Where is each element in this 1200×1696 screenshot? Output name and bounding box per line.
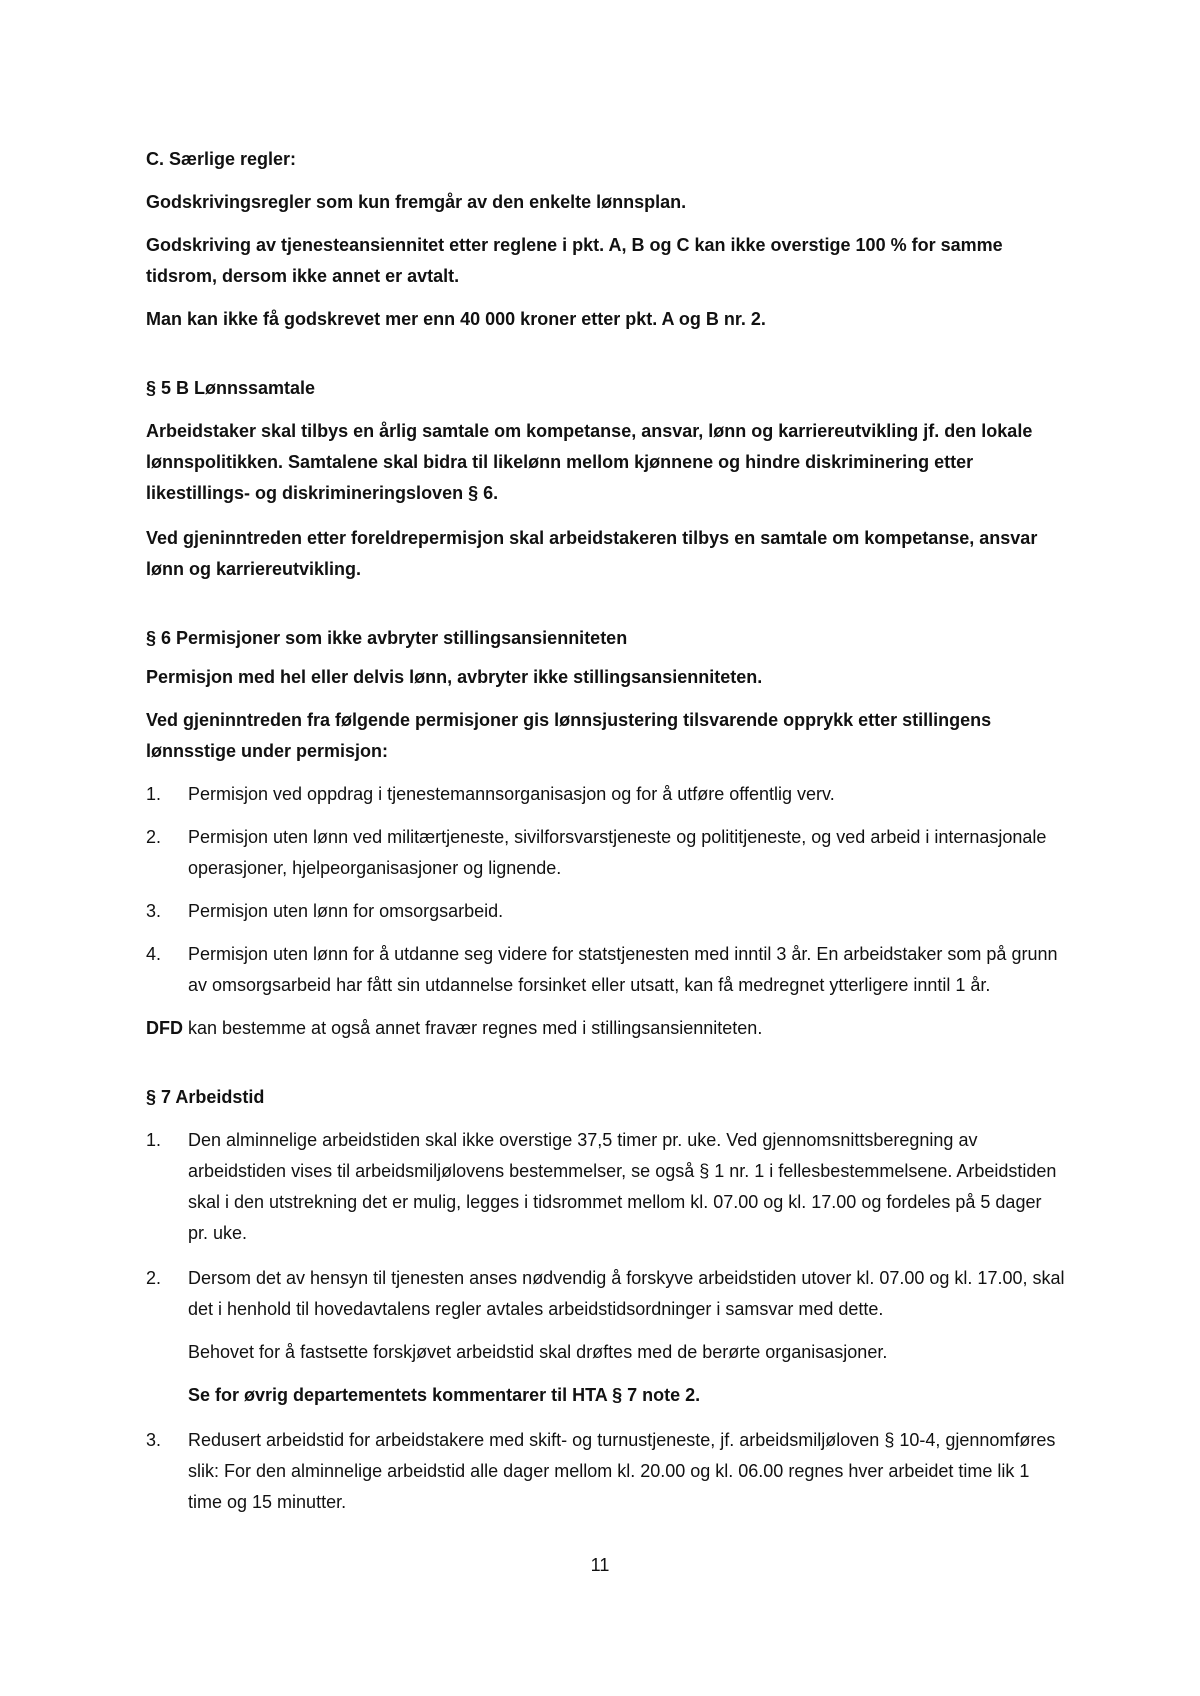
list-number: 4. [146,944,162,964]
section-c-heading: C. Særlige regler: [146,149,297,169]
section-6-list-item [146,896,1066,927]
list-number: 1. [146,1130,162,1150]
section-7-item-2-note: Behovet for å fastsette forskjøvet arbeidstid skal drøftes med de berørte organisasjoner. [188,1342,888,1362]
section-6-list-item [146,779,1066,810]
section-7-list-item [146,1425,1066,1518]
section-5b-paragraph-1: Arbeidstaker skal tilbys en årlig samtale om kompetanse, ansvar, lønn og karriereutvikling jf. den lokale lønnspolitikken. Samtalene skal bidra til likelønn mellom kjønnene og hindre diskriminering etter likestillings- og diskrimineringsloven § 6. [146,421,1033,503]
section-c-paragraph-2: Godskriving av tjenesteansiennitet etter reglene i pkt. A, B og C kan ikke overstige 100 % for samme tidsrom, dersom ikke annet er avtalt. [146,235,1003,286]
list-text: Permisjon ved oppdrag i tjenestemannsorganisasjon og for å utføre offentlig verv. [188,784,835,804]
section-c-paragraph-1: Godskrivingsregler som kun fremgår av den enkelte lønnsplan. [146,192,687,212]
list-text: Redusert arbeidstid for arbeidstakere med skift- og turnustjeneste, jf. arbeidsmiljøloven § 10-4, gjennomføres slik: For den alminnelige arbeidstid alle dager mellom kl. 20.00 og kl. 06.00 regnes hver arbeidet time lik 1 time og 15 minutter. [188,1430,1056,1512]
list-text: Dersom det av hensyn til tjenesten anses nødvendig å forskyve arbeidstiden utover kl. 07.00 og kl. 17.00, skal det i henhold til hovedavtalens regler avtales arbeidstidsordninger i samsvar med dette. [188,1268,1065,1319]
section-6-closing-text: kan bestemme at også annet fravær regnes med i stillingsansienniteten. [183,1018,763,1038]
page-number: 11 [590,1555,610,1575]
page-content [146,144,1066,1518]
list-number: 3. [146,901,162,921]
section-7-list-item [146,1263,1066,1325]
list-text: Den alminnelige arbeidstiden skal ikke overstige 37,5 timer pr. uke. Ved gjennomsnittsberegning av arbeidstiden vises til arbeidsmiljølovens bestemmelser, se også § 1 nr. 1 i fellesbestemmelsene. Arbeidstiden skal i den utstrekning det er mulig, legges i tidsrommet mellom kl. 07.00 og kl. 17.00 og fordeles på 5 dager pr. uke. [188,1130,1057,1243]
section-6-paragraph-2: Ved gjeninntreden fra følgende permisjoner gis lønnsjustering tilsvarende opprykk etter stillingens lønnsstige under permisjon: [146,710,992,761]
list-number: 1. [146,784,162,804]
section-c-paragraph-3: Man kan ikke få godskrevet mer enn 40 000 kroner etter pkt. A og B nr. 2. [146,309,766,329]
section-7-list-item [146,1125,1066,1249]
section-6-list-item [146,939,1066,1001]
list-number: 2. [146,1268,162,1288]
list-text: Permisjon uten lønn for omsorgsarbeid. [188,901,504,921]
section-7-heading: § 7 Arbeidstid [146,1087,265,1107]
section-5b-paragraph-2: Ved gjeninntreden etter foreldrepermisjon skal arbeidstakeren tilbys en samtale om kompetanse, ansvar lønn og karriereutvikling. [146,528,1038,579]
list-number: 2. [146,827,162,847]
section-5b-heading: § 5 B Lønnssamtale [146,378,316,398]
section-6-list-item [146,822,1066,884]
list-text: Permisjon uten lønn for å utdanne seg videre for statstjenesten med inntil 3 år. En arbeidstaker som på grunn av omsorgsarbeid har fått sin utdannelse forsinket eller utsatt, kan få medregnet ytterligere inntil 1 år. [188,944,1058,995]
section-6-heading: § 6 Permisjoner som ikke avbryter stillingsansienniteten [146,628,628,648]
list-text: Permisjon uten lønn ved militærtjeneste, sivilforsvarstjeneste og polititjeneste, og ved arbeid i internasjonale operasjoner, hjelpeorganisasjoner og lignende. [188,827,1047,878]
list-number: 3. [146,1430,162,1450]
dfd-label: DFD [146,1018,183,1038]
section-7-item-2-note-bold: Se for øvrig departementets kommentarer til HTA § 7 note 2. [188,1385,701,1405]
section-6-closing [146,1013,1066,1044]
section-6-paragraph-1: Permisjon med hel eller delvis lønn, avbryter ikke stillingsansienniteten. [146,667,763,687]
